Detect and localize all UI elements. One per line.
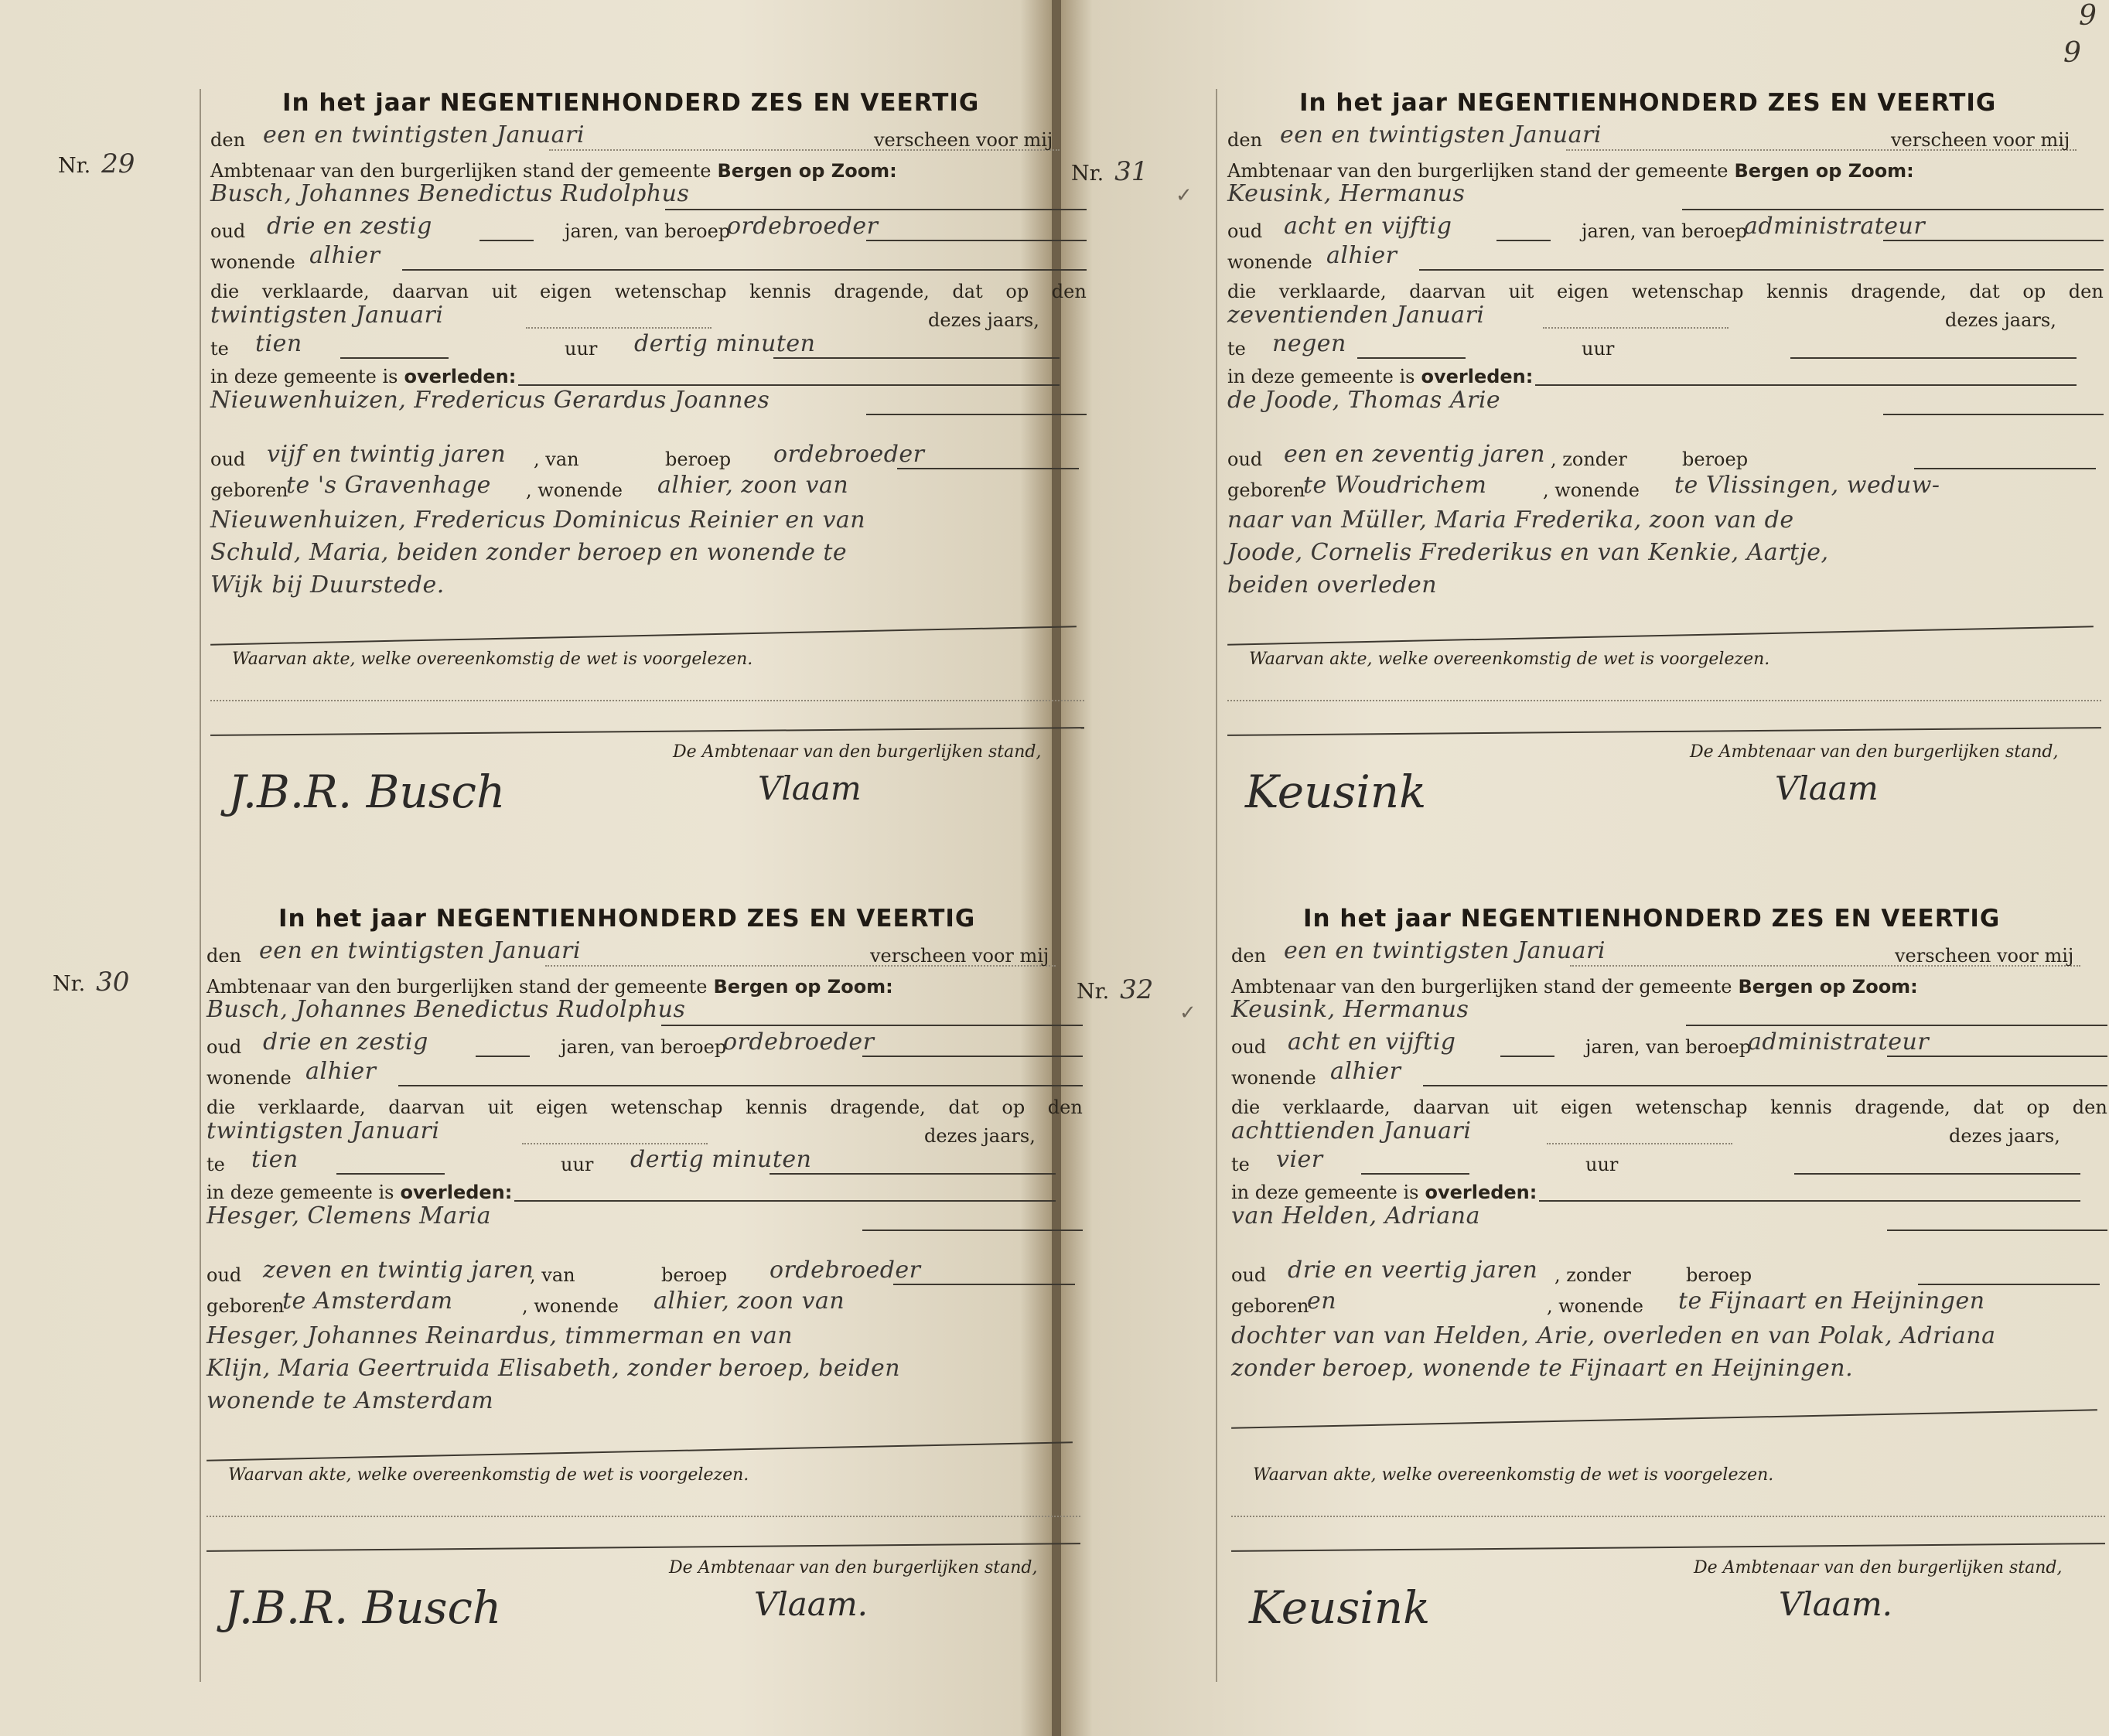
- deceased-name: Nieuwenhuizen, Fredericus Gerardus Joannes: [210, 387, 770, 414]
- declarant-age: acht en vijftig: [1288, 1028, 1456, 1056]
- jaren-beroep-label: jaren, van beroep: [561, 1036, 727, 1058]
- overleden-line: [1227, 366, 1533, 387]
- minutes-line: [770, 1173, 1056, 1175]
- wonende2-label: , wonende: [522, 1295, 619, 1317]
- minutes-line: [773, 357, 1060, 359]
- overleden-text: in deze gemeente is: [210, 366, 398, 387]
- van-label: , zonder: [1551, 448, 1627, 470]
- waarvan-text: Waarvan akte, welke overeenkomstig de wet is voorgelezen.: [1253, 1465, 1774, 1485]
- death-date-leader: [1543, 327, 1728, 329]
- parents-line-2: zonder beroep, wonende te Fijnaart en Heijningen.: [1231, 1355, 1854, 1382]
- dezes-jaars-label: dezes jaars,: [1945, 309, 2056, 331]
- deceased-name: van Helden, Adriana: [1231, 1202, 1480, 1230]
- death-hour: vier: [1276, 1146, 1323, 1173]
- declarant-profession: administrateur: [1748, 1028, 1930, 1056]
- death-date: twintigsten Januari: [206, 1117, 440, 1144]
- age-line: [1500, 1056, 1554, 1057]
- ambtenaar-line: [1227, 160, 1914, 182]
- uur-label: uur: [1585, 1154, 1619, 1175]
- deceased-birthplace: en: [1307, 1288, 1337, 1315]
- parents-line-2: Klijn, Maria Geertruida Elisabeth, zonder beroep, beiden: [206, 1355, 901, 1382]
- record-heading: In het jaar NEGENTIENHONDERD ZES EN VEERTIG: [1299, 89, 1997, 117]
- oud2-label: oud: [206, 1264, 242, 1286]
- declarant-name: Busch, Johannes Benedictus Rudolphus: [206, 996, 686, 1023]
- deceased-profession-line: [1914, 468, 2096, 469]
- check-mark-icon: ✓: [1176, 184, 1193, 207]
- deceased-name: Hesger, Clemens Maria: [206, 1202, 492, 1230]
- geboren-label: geboren: [210, 479, 288, 501]
- overleden-label: overleden:: [400, 1182, 513, 1203]
- ambtenaar-text: Ambtenaar van den burgerlijken stand der gemeente: [206, 976, 708, 998]
- oud2-label: oud: [210, 448, 246, 470]
- wonende-label: wonende: [206, 1067, 292, 1089]
- death-date: achttienden Januari: [1231, 1117, 1472, 1144]
- verscheen-label: verscheen voor mij: [1895, 945, 2074, 967]
- residence-line: [398, 1085, 1083, 1086]
- death-date: twintigsten Januari: [210, 302, 444, 329]
- death-date-leader: [526, 327, 712, 329]
- check-mark-icon: ✓: [1179, 1001, 1196, 1025]
- profession-line: [866, 240, 1087, 241]
- record-number-29: Nr. 29: [58, 148, 135, 179]
- hour-line: [340, 357, 449, 359]
- declarant-signature: J.B.R. Busch: [228, 766, 506, 818]
- waarvan-dotted: [1227, 700, 2101, 701]
- profession-line: [1887, 1056, 2107, 1057]
- declarant-residence: alhier: [309, 242, 381, 269]
- death-date-leader: [522, 1143, 708, 1144]
- beroep-label: beroep: [661, 1264, 728, 1286]
- profession-line: [1883, 240, 2104, 241]
- beroep-label: beroep: [1682, 448, 1749, 470]
- jaren-beroep-label: jaren, van beroep: [565, 220, 731, 242]
- declarant-residence: alhier: [305, 1058, 377, 1085]
- geboren-label: geboren: [1227, 479, 1305, 501]
- deceased-profession-line: [893, 1284, 1075, 1285]
- parents-line-1: Nieuwenhuizen, Fredericus Dominicus Reinier en van: [210, 506, 866, 534]
- death-hour: tien: [255, 330, 302, 357]
- verklaarde-text: die verklaarde, daarvan uit eigen wetenschap kennis dragende, dat op den: [1227, 281, 2104, 302]
- record-number-31: Nr. 31: [1071, 156, 1148, 187]
- den-label: den: [210, 129, 246, 151]
- deceased-age: vijf en twintig jaren: [267, 441, 507, 468]
- oud2-label: oud: [1227, 448, 1263, 470]
- deceased-residence: alhier, zoon van: [657, 472, 849, 499]
- overleden-line-rule: [1535, 384, 2077, 386]
- minutes-line: [1790, 357, 2077, 359]
- gemeente-name: Bergen op Zoom:: [717, 160, 897, 182]
- declarant-name: Busch, Johannes Benedictus Rudolphus: [210, 180, 690, 207]
- van-label: , van: [534, 448, 579, 470]
- deceased-profession: ordebroeder: [770, 1257, 921, 1284]
- verklaarde-text: die verklaarde, daarvan uit eigen wetenschap kennis dragende, dat op den: [206, 1097, 1083, 1118]
- oud-label: oud: [206, 1036, 242, 1058]
- residence-line: [1419, 269, 2104, 271]
- declarant-residence: alhier: [1326, 242, 1397, 269]
- parents-line-3: beiden overleden: [1227, 571, 1438, 599]
- verscheen-label: verscheen voor mij: [874, 129, 1053, 151]
- death-hour: negen: [1272, 330, 1346, 357]
- parents-line-3: Wijk bij Duurstede.: [210, 571, 445, 599]
- age-line: [479, 240, 534, 241]
- record-number-32: Nr. 32: [1077, 974, 1154, 1005]
- waarvan-text: Waarvan akte, welke overeenkomstig de wet is voorgelezen.: [228, 1465, 749, 1485]
- te-label: te: [1231, 1154, 1250, 1175]
- oud-label: oud: [1227, 220, 1263, 242]
- minutes-line: [1794, 1173, 2080, 1175]
- parents-line-3: wonende te Amsterdam: [206, 1387, 494, 1414]
- dezes-jaars-label: dezes jaars,: [924, 1125, 1036, 1147]
- declarant-profession: ordebroeder: [723, 1028, 875, 1056]
- ambtenaar-line: [1231, 976, 1918, 998]
- parents-line-1: dochter van van Helden, Arie, overleden en van Polak, Adriana: [1231, 1322, 1996, 1349]
- declarant-signature: Keusink: [1245, 766, 1427, 818]
- te-label: te: [1227, 338, 1246, 360]
- death-hour: tien: [251, 1146, 299, 1173]
- death-date: zeventienden Januari: [1227, 302, 1485, 329]
- hour-line: [1357, 357, 1466, 359]
- deceased-residence: te Vlissingen, weduw-: [1674, 472, 1940, 499]
- waarvan-text: Waarvan akte, welke overeenkomstig de wet is voorgelezen.: [232, 650, 753, 669]
- te-label: te: [206, 1154, 225, 1175]
- parents-line-1: Hesger, Johannes Reinardus, timmerman en van: [206, 1322, 793, 1349]
- overleden-text: in deze gemeente is: [1227, 366, 1415, 387]
- ambtenaar-signature-label: De Ambtenaar van den burgerlijken stand,: [1690, 742, 2059, 762]
- overleden-label: overleden:: [1425, 1182, 1537, 1203]
- gemeente-name: Bergen op Zoom:: [713, 976, 893, 998]
- geboren-label: geboren: [206, 1295, 285, 1317]
- overleden-line-rule: [518, 384, 1060, 386]
- residence-line: [1423, 1085, 2107, 1086]
- declarant-line: [1686, 1025, 2107, 1026]
- deceased-line: [862, 1230, 1083, 1231]
- overleden-line: [1231, 1182, 1537, 1203]
- folio-number: 9: [2079, 0, 2097, 32]
- den-label: den: [1227, 129, 1263, 151]
- declarant-signature: Keusink: [1249, 1581, 1431, 1634]
- waarvan-dotted: [210, 700, 1084, 701]
- deceased-age: een en zeventig jaren: [1284, 441, 1546, 468]
- wonende-label: wonende: [210, 251, 295, 273]
- record-date: een en twintigsten Januari: [263, 121, 585, 148]
- declarant-residence: alhier: [1330, 1058, 1401, 1085]
- deceased-age: drie en veertig jaren: [1288, 1257, 1538, 1284]
- deceased-residence: alhier, zoon van: [654, 1288, 845, 1315]
- beroep-label: beroep: [665, 448, 732, 470]
- death-minutes: dertig minuten: [630, 1146, 812, 1173]
- declarant-profession: ordebroeder: [727, 213, 879, 240]
- ambtenaar-signature-label: De Ambtenaar van den burgerlijken stand,: [673, 742, 1042, 762]
- parents-line-2: Schuld, Maria, beiden zonder beroep en wonende te: [210, 539, 848, 566]
- declarant-line: [665, 209, 1087, 210]
- uur-label: uur: [565, 338, 598, 360]
- declarant-name: Keusink, Hermanus: [1227, 180, 1466, 207]
- right-margin-rule: [1216, 89, 1217, 1682]
- wonende-label: wonende: [1231, 1067, 1316, 1089]
- overleden-line-rule: [514, 1200, 1056, 1202]
- dezes-jaars-label: dezes jaars,: [928, 309, 1039, 331]
- record-date: een en twintigsten Januari: [1280, 121, 1602, 148]
- geboren-label: geboren: [1231, 1295, 1309, 1317]
- death-minutes: dertig minuten: [634, 330, 816, 357]
- uur-label: uur: [561, 1154, 594, 1175]
- residence-line: [402, 269, 1087, 271]
- declarant-name: Keusink, Hermanus: [1231, 996, 1469, 1023]
- ambtenaar-text: Ambtenaar van den burgerlijken stand der gemeente: [210, 160, 712, 182]
- death-date-leader: [1547, 1143, 1732, 1144]
- verklaarde-text: die verklaarde, daarvan uit eigen wetenschap kennis dragende, dat op den: [1231, 1097, 2107, 1118]
- verklaarde-text: die verklaarde, daarvan uit eigen wetenschap kennis dragende, dat op den: [210, 281, 1087, 302]
- den-label: den: [1231, 945, 1267, 967]
- ambtenaar-line: [210, 160, 897, 182]
- van-label: , zonder: [1554, 1264, 1631, 1286]
- gemeente-name: Bergen op Zoom:: [1734, 160, 1914, 182]
- waarvan-text: Waarvan akte, welke overeenkomstig de wet is voorgelezen.: [1249, 650, 1770, 669]
- jaren-beroep-label: jaren, van beroep: [1582, 220, 1748, 242]
- overleden-line: [210, 366, 516, 387]
- uur-label: uur: [1582, 338, 1615, 360]
- deceased-birthplace: te Woudrichem: [1303, 472, 1487, 499]
- deceased-profession: ordebroeder: [773, 441, 925, 468]
- wonende-label: wonende: [1227, 251, 1312, 273]
- left-margin-rule: [200, 89, 201, 1682]
- official-signature: Vlaam: [758, 769, 862, 807]
- verscheen-label: verscheen voor mij: [1891, 129, 2070, 151]
- verscheen-label: verscheen voor mij: [870, 945, 1049, 967]
- wonende2-label: , wonende: [1543, 479, 1640, 501]
- declarant-line: [1682, 209, 2104, 210]
- oud2-label: oud: [1231, 1264, 1267, 1286]
- book-gutter: [1052, 0, 1061, 1736]
- den-label: den: [206, 945, 242, 967]
- wonende2-label: , wonende: [526, 479, 623, 501]
- ambtenaar-text: Ambtenaar van den burgerlijken stand der gemeente: [1231, 976, 1732, 998]
- gemeente-name: Bergen op Zoom:: [1738, 976, 1918, 998]
- parents-line-1: naar van Müller, Maria Frederika, zoon van de: [1227, 506, 1794, 534]
- te-label: te: [210, 338, 229, 360]
- official-signature: Vlaam.: [1779, 1585, 1893, 1623]
- age-line: [476, 1056, 530, 1057]
- waarvan-dotted: [206, 1516, 1080, 1517]
- folio-stamp: 9: [2063, 37, 2081, 69]
- overleden-label: overleden:: [404, 366, 517, 387]
- record-date: een en twintigsten Januari: [1284, 937, 1606, 964]
- record-number-30: Nr. 30: [53, 967, 130, 998]
- overleden-line-rule: [1539, 1200, 2080, 1202]
- official-signature: Vlaam.: [754, 1585, 869, 1623]
- age-line: [1496, 240, 1551, 241]
- ambtenaar-signature-label: De Ambtenaar van den burgerlijken stand,: [1694, 1558, 2063, 1577]
- parents-line-2: Joode, Cornelis Frederikus en van Kenkie, Aartje,: [1227, 539, 1829, 566]
- dezes-jaars-label: dezes jaars,: [1949, 1125, 2060, 1147]
- beroep-label: beroep: [1686, 1264, 1752, 1286]
- ambtenaar-line: [206, 976, 893, 998]
- waarvan-dotted: [1231, 1516, 2105, 1517]
- record-heading: In het jaar NEGENTIENHONDERD ZES EN VEERTIG: [1303, 905, 2001, 933]
- oud-label: oud: [210, 220, 246, 242]
- declarant-profession: administrateur: [1744, 213, 1926, 240]
- ambtenaar-text: Ambtenaar van den burgerlijken stand der gemeente: [1227, 160, 1728, 182]
- deceased-profession-line: [1918, 1284, 2100, 1285]
- deceased-birthplace: te Amsterdam: [282, 1288, 453, 1315]
- overleden-text: in deze gemeente is: [206, 1182, 394, 1203]
- hour-line: [336, 1173, 445, 1175]
- wonende2-label: , wonende: [1547, 1295, 1643, 1317]
- deceased-line: [1883, 414, 2104, 415]
- overleden-text: in deze gemeente is: [1231, 1182, 1419, 1203]
- overleden-line: [206, 1182, 512, 1203]
- deceased-line: [866, 414, 1087, 415]
- van-label: , van: [530, 1264, 575, 1286]
- deceased-line: [1887, 1230, 2107, 1231]
- oud-label: oud: [1231, 1036, 1267, 1058]
- declarant-age: drie en zestig: [267, 213, 432, 240]
- profession-line: [862, 1056, 1083, 1057]
- hour-line: [1361, 1173, 1469, 1175]
- deceased-birthplace: te 's Gravenhage: [286, 472, 491, 499]
- ambtenaar-signature-label: De Ambtenaar van den burgerlijken stand,: [669, 1558, 1038, 1577]
- record-date: een en twintigsten Januari: [259, 937, 581, 964]
- official-signature: Vlaam: [1775, 769, 1879, 807]
- record-heading: In het jaar NEGENTIENHONDERD ZES EN VEERTIG: [282, 89, 980, 117]
- jaren-beroep-label: jaren, van beroep: [1585, 1036, 1752, 1058]
- declarant-age: drie en zestig: [263, 1028, 428, 1056]
- declarant-line: [661, 1025, 1083, 1026]
- declarant-age: acht en vijftig: [1284, 213, 1452, 240]
- declarant-signature: J.B.R. Busch: [224, 1581, 502, 1634]
- deceased-residence: te Fijnaart en Heijningen: [1678, 1288, 1985, 1315]
- overleden-label: overleden:: [1421, 366, 1534, 387]
- deceased-name: de Joode, Thomas Arie: [1227, 387, 1501, 414]
- deceased-profession-line: [897, 468, 1079, 469]
- deceased-age: zeven en twintig jaren: [263, 1257, 534, 1284]
- record-heading: In het jaar NEGENTIENHONDERD ZES EN VEERTIG: [278, 905, 976, 933]
